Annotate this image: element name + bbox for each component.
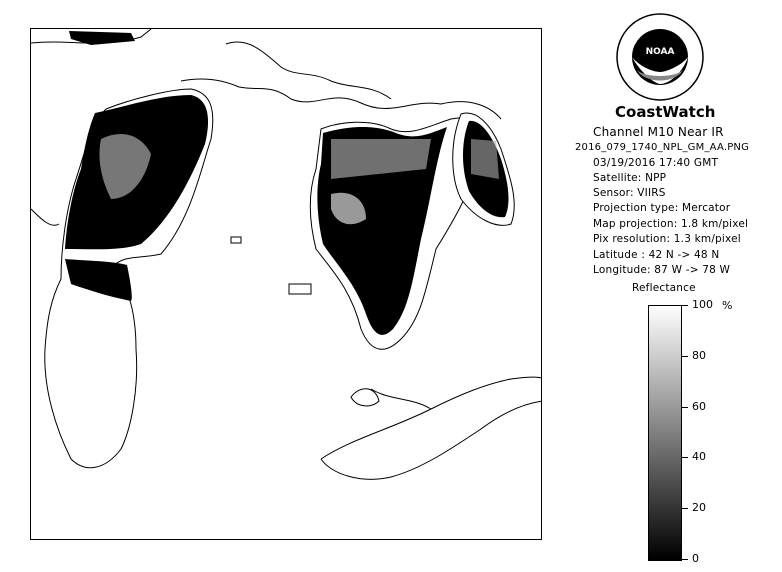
coast-upper-2 [226, 42, 391, 99]
filename-text: 2016_079_1740_NPL_GM_AA.PNG [575, 142, 750, 153]
satellite-map [31, 29, 542, 540]
colorbar-tick [682, 559, 688, 560]
colorbar-tick-label: 100 [692, 298, 713, 311]
colorbar-tick-label: 60 [692, 399, 706, 413]
colorbar-tick-label: 80 [692, 348, 706, 362]
pixel-resolution-text: Pix resolution: 1.3 km/pixel [593, 233, 741, 245]
latitude-text: Latitude : 42 N -> 48 N [593, 249, 720, 261]
noaa-logo [615, 12, 705, 102]
coast-upper-peninsula [181, 79, 501, 119]
colorbar-tick-label: 20 [692, 501, 706, 515]
colorbar-tick-label: 0 [692, 552, 699, 565]
colorbar-tick-label: 40 [692, 450, 706, 464]
colorbar-tick [682, 508, 688, 509]
colorbar-tick [682, 305, 688, 306]
datetime-text: 03/19/2016 17:40 GMT [593, 157, 719, 169]
colorbar-label: Reflectance [632, 282, 696, 294]
sensor-text: Sensor: VIIRS [593, 187, 666, 199]
colorbar-unit: % [722, 299, 733, 312]
colorbar-tick [682, 457, 688, 458]
coast-lower-right [371, 389, 431, 409]
lake-erie-outline [321, 377, 542, 479]
page-title: CoastWatch [615, 103, 716, 121]
island [289, 284, 311, 294]
longitude-text: Longitude: 87 W -> 78 W [593, 264, 731, 276]
map-panel [30, 28, 542, 540]
projection-type-text: Projection type: Mercator [593, 202, 731, 214]
colorbar [648, 305, 682, 561]
island-2 [231, 237, 241, 243]
georgian-bay-streaks [471, 139, 499, 179]
channel-text: Channel M10 Near IR [593, 125, 724, 139]
logo-text: NOAA [645, 47, 675, 57]
satellite-text: Satellite: NPP [593, 172, 667, 184]
colorbar-tick [682, 407, 688, 408]
coast-left-lower [31, 209, 59, 225]
colorbar-tick [682, 356, 688, 357]
map-projection-text: Map projection: 1.8 km/pixel [593, 218, 749, 230]
